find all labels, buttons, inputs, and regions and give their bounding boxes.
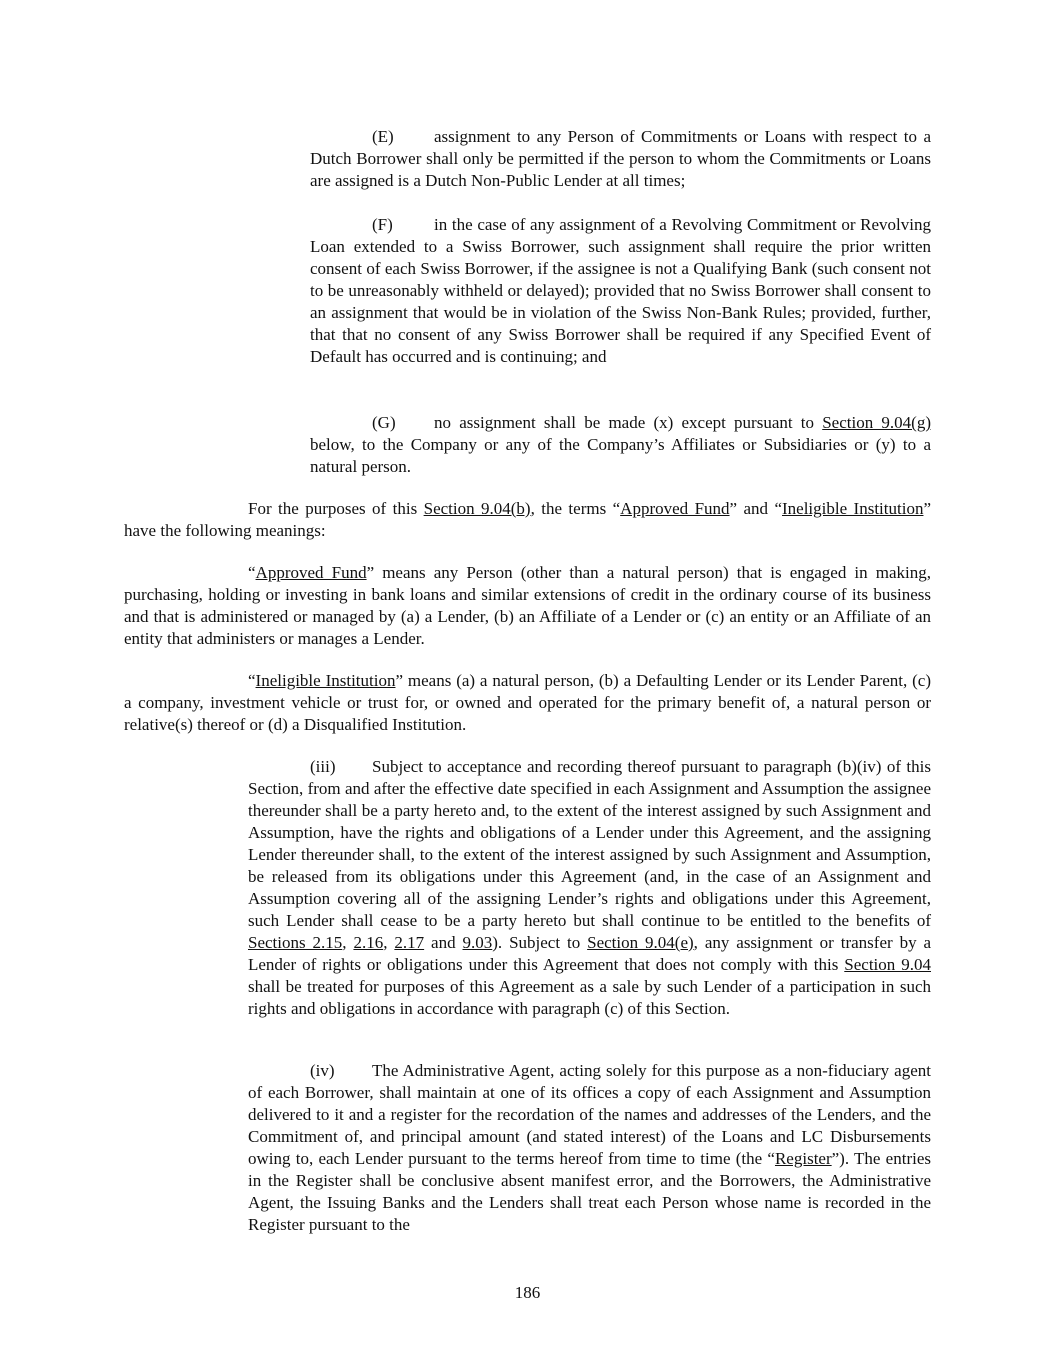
purposes-paragraph: For the purposes of this Section 9.04(b), the terms “Approved Fund” and “Ineligible Institution” have the following meanings:: [124, 499, 931, 540]
paragraph-f: [310, 214, 931, 368]
paragraph-e: [310, 126, 931, 192]
section-reference-link[interactable]: Section 9.04(e): [587, 933, 694, 952]
approved-fund-definition: “Approved Fund” means any Person (other than a natural person) that is engaged in making, purchasing, holding or investing in bank loans and similar extensions of credit in the ordinary course of its business and that is administered or managed by (a) a Lender, (b) an Affiliate of a Lender or (c) an entity or an Affiliate of an entity that administers or manages a Lender.: [124, 563, 931, 648]
page-number: 186: [514, 1283, 541, 1302]
paragraph-iii: (iii) Subject to acceptance and recording thereof pursuant to paragraph (b)(iv) of this Section, from and after the effective date specified in each Assignment and Assumption the assignee thereunder shall be a party hereto and, to the extent of the interest assigned by such Assignment and Assumption, have the rights and obligations of a Lender under this Agreement, and the assigning Lender thereunder shall, to the extent of the interest assigned by such Assignment and Assumption, be released from its obligations under this Agreement (and, in the case of an Assignment and Assumption covering all of the assigning Lender’s rights and obligations under this Agreement, such Lender shall cease to be a party hereto but shall continue to be entitled to the benefits of Sections 2.15, 2.16, 2.17 and 9.03). Subject to Section 9.04(e), any assignment or transfer by a Lender of rights or obligations under this Agreement that does not comply with this Section 9.04 shall be treated for purposes of this Agreement as a sale by such Lender of a participation in such rights and obligations in accordance with paragraph (c) of this Section.: [248, 757, 932, 1018]
defined-term: Approved Fund: [255, 563, 367, 582]
paragraph-label: (G): [372, 413, 396, 432]
paragraph-label: (iii): [310, 757, 336, 776]
defined-term: Ineligible Institution: [782, 499, 924, 518]
defined-term: Register: [774, 1149, 832, 1168]
section-reference-link[interactable]: Section 9.04(g): [822, 413, 931, 432]
paragraph-text: assignment to any Person of Commitments or Loans with respect to a Dutch Borrower shall only be permitted if the person to whom the Commitments or Loans are assigned is a Dutch Non-Public Lender at all times;: [310, 127, 931, 190]
section-reference-link[interactable]: Section 9.04(b): [423, 499, 531, 518]
ineligible-institution-definition: “Ineligible Institution” means (a) a natural person, (b) a Defaulting Lender or its Lender Parent, (c) a company, investment vehicle or trust for, or owned and operated for the primary benefit of, a natural person or relative(s) thereof or (d) a Disqualified Institution.: [124, 671, 931, 734]
paragraph-label: (F): [372, 215, 393, 234]
defined-term: Ineligible Institution: [255, 671, 396, 690]
defined-term: Approved Fund: [620, 499, 730, 518]
section-reference-link[interactable]: Section 9.04: [844, 955, 931, 974]
section-reference-link[interactable]: 2.17: [394, 933, 425, 952]
paragraph-label: (iv): [310, 1061, 335, 1080]
section-reference-link[interactable]: 9.03: [462, 933, 493, 952]
section-reference-link[interactable]: Sections 2.15: [248, 933, 343, 952]
paragraph-iv: (iv) The Administrative Agent, acting solely for this purpose as a non-fiduciary agent of each Borrower, shall maintain at one of its offices a copy of each Assignment and Assumption delivered to it and a register for the recordation of the names and addresses of the Lenders, and the Commitment of, and principal amount (and stated interest) of the Loans and LC Disbursements owing to, each Lender pursuant to the terms hereof from time to time (the “Register”). The entries in the Register shall be conclusive absent manifest error, and the Borrowers, the Administrative Agent, the Issuing Banks and the Lenders shall treat each Person whose name is recorded in the Register pursuant to the: [248, 1061, 931, 1234]
paragraph-label: (E): [372, 127, 394, 146]
paragraph-text: in the case of any assignment of a Revolving Commitment or Revolving Loan extended to a Swiss Borrower, such assignment shall require the prior written consent of each Swiss Borrower, if the assignee is not a Qualifying Bank (such consent not to be unreasonably withheld or delayed); provided that no Swiss Borrower shall consent to an assignment that would be in violation of the Swiss Non-Bank Rules; provided, further, that that no consent of any Swiss Borrower shall be required if any Specified Event of Default has occurred and is continuing; and: [310, 215, 931, 366]
paragraph-g: (G) no assignment shall be made (x) except pursuant to Section 9.04(g) below, to the Company or any of the Company’s Affiliates or Subsidiaries or (y) to a natural person.: [310, 413, 931, 476]
section-reference-link[interactable]: 2.16: [353, 933, 384, 952]
